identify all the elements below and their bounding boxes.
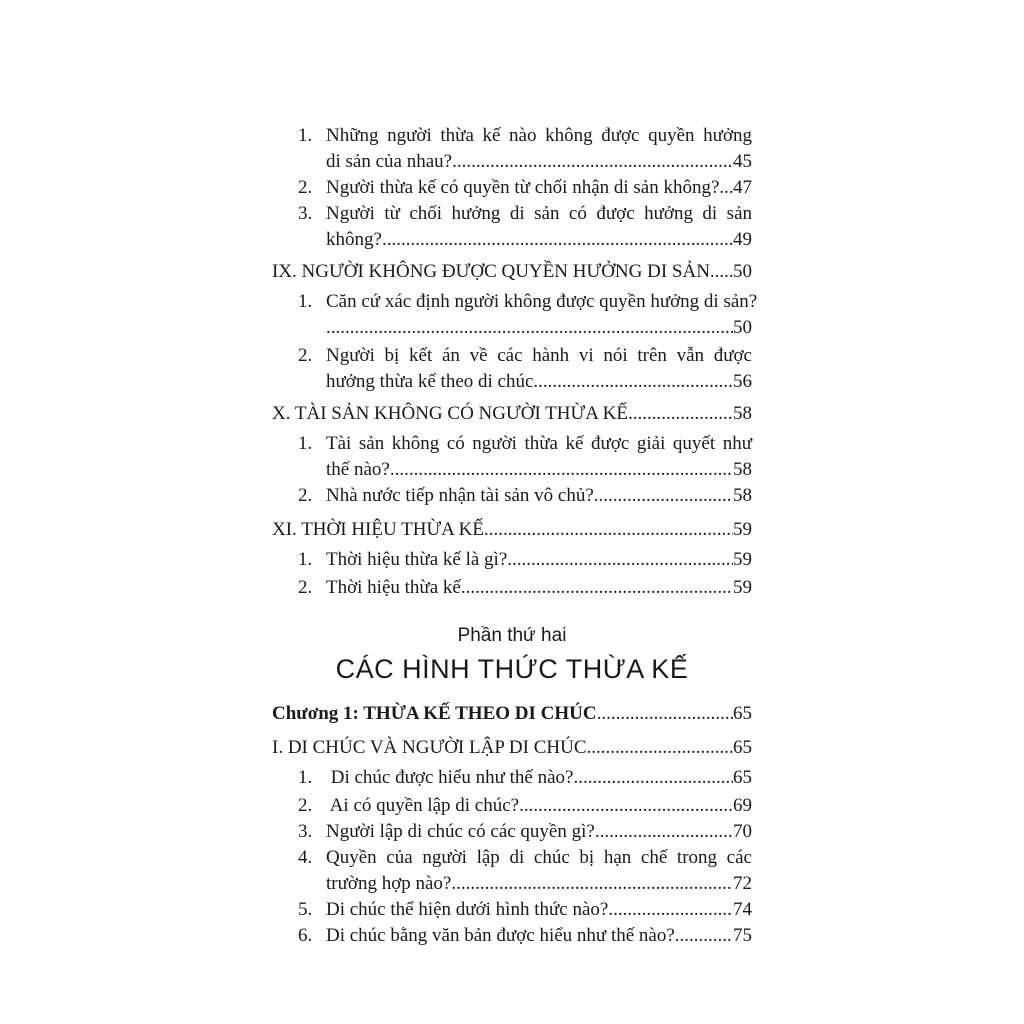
entry-text: Di chúc được hiểu như thế nào? <box>326 767 574 788</box>
entry-text: không? <box>326 229 382 250</box>
toc-entry-leader <box>326 872 752 896</box>
heading-text: I. DI CHÚC VÀ NGƯỜI LẬP DI CHÚC <box>272 737 587 758</box>
entry-text: Thời hiệu thừa kế <box>326 577 461 598</box>
section-heading <box>272 402 752 426</box>
entry-number: 2. <box>298 577 313 598</box>
entry-number: 1. <box>298 549 313 570</box>
entry-text: Quyền của người lập di chúc bị hạn chế trong các <box>326 847 752 868</box>
entry-number: 6. <box>298 925 313 946</box>
heading-text: X. TÀI SẢN KHÔNG CÓ NGƯỜI THỪA KẾ <box>272 403 628 424</box>
entry-number: 2. <box>298 345 313 366</box>
toc-entry-leader <box>326 370 752 394</box>
toc-entry-leader <box>326 924 752 948</box>
page-number: 59 <box>733 519 752 540</box>
leader-dots <box>507 548 733 572</box>
leader-dots <box>594 484 733 508</box>
page-number: 50 <box>733 261 752 282</box>
leader-dots <box>533 370 733 394</box>
toc-entry-leader <box>326 548 752 572</box>
entry-number: 3. <box>298 821 313 842</box>
leader-dots <box>326 316 733 340</box>
section-heading <box>272 736 752 760</box>
heading-text: XI. THỜI HIỆU THỪA KẾ <box>272 519 484 540</box>
chapter-title: Chương 1: THỪA KẾ THEO DI CHÚC <box>272 703 597 724</box>
entry-text: Người thừa kế có quyền từ chối nhận di sản không? <box>326 177 720 198</box>
leader-dots <box>573 766 733 790</box>
leader-dots <box>675 924 733 948</box>
entry-text: Ai có quyền lập di chúc? <box>326 795 520 816</box>
toc-entry-leader <box>326 150 752 174</box>
entry-text: hưởng thừa kế theo di chúc <box>326 371 534 392</box>
toc-entry-leader <box>326 484 752 508</box>
page-number: 75 <box>733 925 752 946</box>
page-number: 58 <box>733 403 752 424</box>
toc-entry-leader <box>326 228 752 252</box>
part-subtitle: Phần thứ hai <box>457 625 567 646</box>
entry-number: 1. <box>298 125 313 146</box>
toc-entry-leader <box>326 458 752 482</box>
section-heading <box>272 260 752 284</box>
leader-dots <box>710 260 733 284</box>
leader-dots <box>597 702 733 726</box>
toc-entry-leader <box>326 898 752 922</box>
leader-dots <box>451 872 733 896</box>
entry-text: trường hợp nào? <box>326 873 452 894</box>
page-number: 58 <box>733 485 752 506</box>
toc-entry-leader <box>326 176 752 200</box>
page-number: 59 <box>733 549 752 570</box>
leader-dots <box>382 228 733 252</box>
toc-entry-leader <box>326 766 752 790</box>
page-number: 65 <box>733 703 752 724</box>
leader-dots <box>452 150 733 174</box>
entry-text: Di chúc thể hiện dưới hình thức nào? <box>326 899 609 920</box>
leader-dots <box>628 402 733 426</box>
page-number: 70 <box>733 821 752 842</box>
page-number: 49 <box>733 229 752 250</box>
part-title: CÁC HÌNH THỨC THỪA KẾ <box>335 654 689 684</box>
entry-text: Tài sản không có người thừa kế được giải quyết như <box>326 433 752 454</box>
entry-number: 2. <box>298 485 313 506</box>
leader-dots <box>484 518 733 542</box>
leader-dots <box>595 820 733 844</box>
page-number: 58 <box>733 459 752 480</box>
entry-text: Di chúc bằng văn bản được hiểu như thế nào? <box>326 925 675 946</box>
page-number: 59 <box>733 577 752 598</box>
leader-dots <box>461 576 733 600</box>
entry-number: 2. <box>298 177 313 198</box>
leader-dots <box>390 458 733 482</box>
entry-number: 1. <box>298 433 313 454</box>
entry-number: 3. <box>298 203 313 224</box>
page-number: 72 <box>733 873 752 894</box>
entry-text: Thời hiệu thừa kế là gì? <box>326 549 508 570</box>
entry-text: Căn cứ xác định người không được quyền hưởng di sản? <box>326 291 758 312</box>
page-number: 65 <box>733 737 752 758</box>
toc-entry-leader <box>326 794 752 818</box>
chapter-heading <box>272 702 752 726</box>
leader-dots <box>587 736 733 760</box>
page-number: 56 <box>733 371 752 392</box>
toc-entry-leader <box>326 316 752 340</box>
leader-dots <box>519 794 733 818</box>
page-number: 47 <box>733 177 752 198</box>
heading-text: IX. NGƯỜI KHÔNG ĐƯỢC QUYỀN HƯỞNG DI SẢN <box>272 261 710 282</box>
leader-dots <box>719 176 733 200</box>
entry-number: 1. <box>298 767 313 788</box>
entry-text: Người từ chối hưởng di sản có được hưởng di sản <box>326 203 752 224</box>
entry-text: thế nào? <box>326 459 390 480</box>
entry-text: Người bị kết án về các hành vi nói trên vẫn được <box>326 345 752 366</box>
page-number: 50 <box>733 317 752 338</box>
entry-number: 5. <box>298 899 313 920</box>
section-heading <box>272 518 752 542</box>
leader-dots <box>608 898 733 922</box>
entry-text: Nhà nước tiếp nhận tài sản vô chủ? <box>326 485 594 506</box>
entry-number: 1. <box>298 291 313 312</box>
page-number: 69 <box>733 795 752 816</box>
entry-text: di sản của nhau? <box>326 151 453 172</box>
page-number: 74 <box>733 899 752 920</box>
toc-entry-leader <box>326 820 752 844</box>
page-number: 45 <box>733 151 752 172</box>
entry-text: Người lập di chúc có các quyền gì? <box>326 821 595 842</box>
page-number: 65 <box>733 767 752 788</box>
entry-text: Những người thừa kế nào không được quyền hưởng <box>326 125 752 146</box>
entry-number: 4. <box>298 847 313 868</box>
entry-number: 2. <box>298 795 313 816</box>
toc-entry-leader <box>326 576 752 600</box>
